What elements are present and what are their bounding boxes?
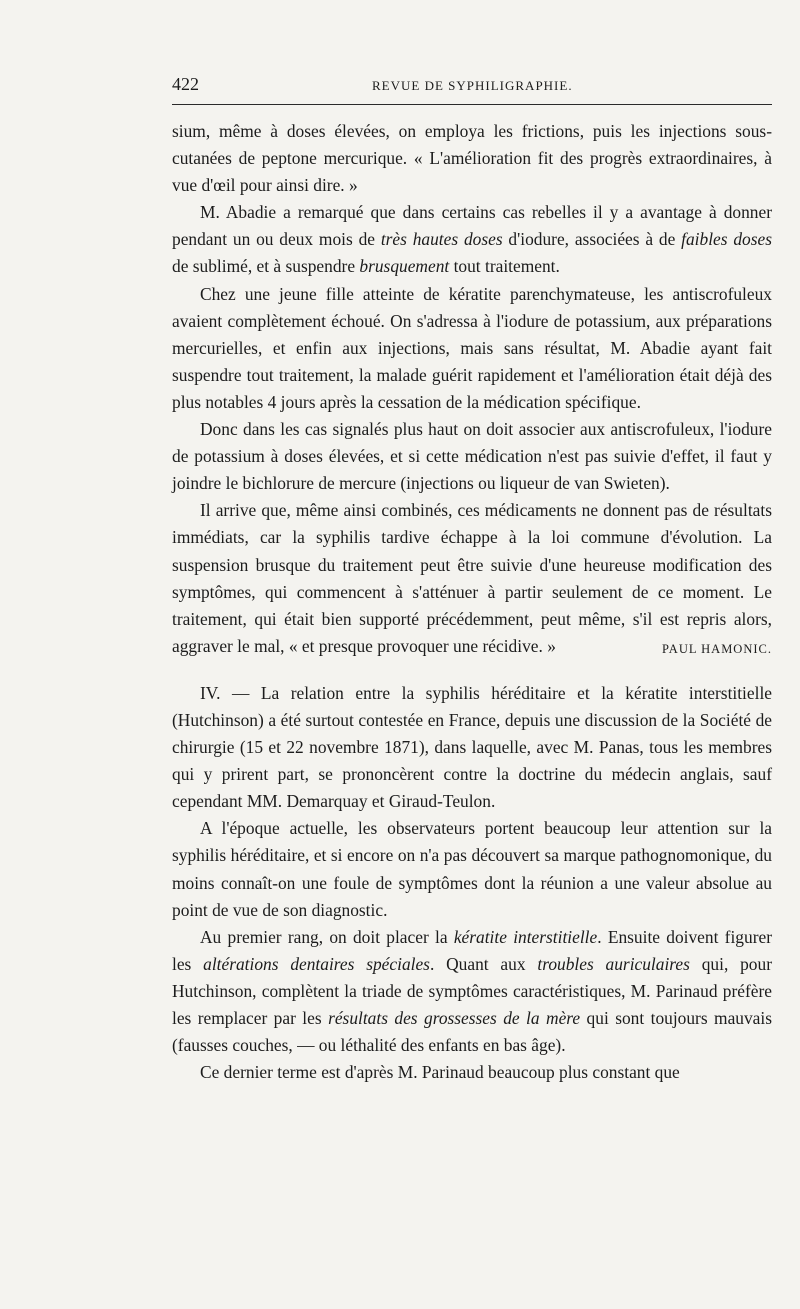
body-text — [172, 118, 772, 1086]
page-header — [172, 74, 772, 100]
paragraph-6: IV. — La relation entre la syphilis héréditaire et la kératite interstitielle (Hutchinson) a été surtout contestée en France, depuis une discussion de la Société de chirurgie (15 et 22 novembre 1871), dans laquelle, avec M. Panas, tous les membres qui y prirent part, se prononcèrent contre la doctrine du médecin anglais, sauf cependant MM. Demarquay et Giraud-Teulon. — [172, 682, 772, 812]
paragraph-2: M. Abadie a remarqué que dans certains cas rebelles il y a avantage à donner pendant un ou deux mois de très hautes doses d'iodure, associées à de faibles doses de sublimé, et à suspendre brusquement tout traitement. — [172, 202, 772, 277]
paragraph-1: sium, même à doses élevées, on employa les frictions, puis les injections sous-cutanées de peptone mercurique. « L'amélioration fit des progrès extraordinaires, à vue d'œil pour ainsi dire. » — [172, 121, 772, 196]
author-signature: PAUL HAMONIC. — [661, 641, 772, 656]
page-number: 422 — [172, 74, 199, 94]
paragraph-9: Ce dernier terme est d'après M. Parinaud beaucoup plus constant que — [200, 1062, 680, 1083]
paragraph-3: Chez une jeune fille atteinte de kératite parenchymateuse, les antiscrofuleux avaient complètement échoué. On s'adressa à l'iodure de potassium, aux préparations mercurielles, et enfin aux injections, mais sans résultat, M. Abadie ayant fait suspendre tout traitement, la malade guérit rapidement et l'amélioration était déjà des plus notables 4 jours après la cessation de la médication spécifique. — [172, 283, 772, 412]
paragraph-8: Au premier rang, on doit placer la kératite interstitielle. Ensuite doivent figurer les altérations dentaires spéciales. Quant aux troubles auriculaires qui, pour Hutchinson, complètent la triade de symptômes caractéristiques, M. Parinaud préfère les remplacer par les résultats des grossesses de la mère qui sont toujours mauvais (fausses couches, — ou léthalité des enfants en bas âge). — [172, 926, 772, 1056]
running-head: REVUE DE SYPHILIGRAPHIE. — [372, 78, 573, 93]
header-rule — [172, 104, 772, 105]
paragraph-4: Donc dans les cas signalés plus haut on doit associer aux antiscrofuleux, l'iodure de potassium à doses élevées, et si cette médication n'est pas suivie d'effet, il faut y joindre le bichlorure de mercure (injections ou liqueur de van Swieten). — [172, 419, 772, 494]
paragraph-7: A l'époque actuelle, les observateurs portent beaucoup leur attention sur la syphilis héréditaire, et si encore on n'a pas découvert sa marque pathognomonique, du moins connaît-on une foule de symptômes dont la réunion a une valeur absolue au point de vue de son diagnostic. — [172, 818, 772, 920]
paragraph-5: Il arrive que, même ainsi combinés, ces médicaments ne donnent pas de résultats immédiats, car la syphilis tardive échappe à la loi commune d'évolution. La suspension brusque du traitement peut être suivie d'une heureuse modification des symptômes, qui commencent à s'atténuer à partir seulement de ce moment. Le traitement, qui était bien supporté précédemment, peut même, s'il est repris alors, aggraver le mal, « et presque provoquer une récidive. » PAUL HAMONIC. — [172, 497, 772, 660]
